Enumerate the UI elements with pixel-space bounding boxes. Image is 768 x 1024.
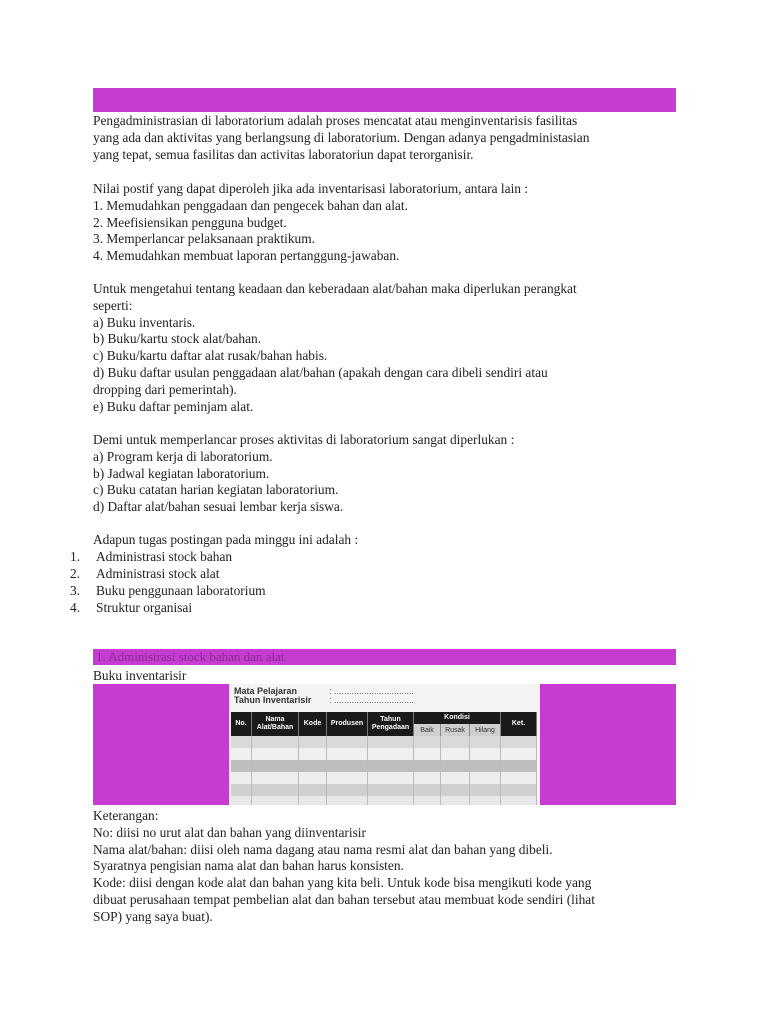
tools-item: b) Buku/kartu stock alat/bahan. — [93, 331, 262, 347]
keterangan-line: SOP) yang saya buat). — [93, 908, 213, 924]
table-row — [231, 748, 537, 760]
meta-year-dots: : ................................ — [329, 695, 415, 705]
keterangan-line: Syaratnya pengisian nama alat dan bahan harus konsisten. — [93, 858, 404, 874]
table-cell — [252, 760, 299, 772]
keterangan-line: No: diisi no urut alat dan bahan yang diinventarisir — [93, 824, 366, 840]
table-cell — [441, 772, 470, 784]
benefit-item: 1. Memudahkan penggadaan dan pengecek bahan dan alat. — [93, 197, 408, 213]
benefit-item: 4. Memudahkan membuat laporan pertanggung-jawaban. — [93, 248, 400, 264]
table-cell — [327, 796, 368, 805]
tools-item: a) Buku inventaris. — [93, 314, 196, 330]
table-cell — [470, 748, 501, 760]
sub-hilang: Hilang — [470, 724, 501, 736]
table-cell — [368, 760, 414, 772]
tools-block — [93, 281, 676, 415]
table-cell — [414, 736, 441, 748]
task-number: 2. — [70, 566, 81, 581]
meta-subject-dots: : ................................ — [329, 686, 415, 696]
table-cell — [470, 772, 501, 784]
left-image-block — [93, 684, 229, 805]
col-produsen: Produsen — [327, 712, 368, 736]
meta-subject-label: Mata Pelajaran — [234, 686, 298, 696]
tools-item: e) Buku daftar peminjam alat. — [93, 398, 254, 414]
col-tahun: Tahun Pengadaan — [368, 712, 414, 736]
meta-year-label: Tahun Inventarisir — [234, 695, 312, 705]
benefits-lead: Nilai postif yang dapat diperoleh jika ada inventarisasi laboratorium, antara lain : — [93, 181, 529, 196]
tools-item: dropping dari pemerintah). — [93, 381, 237, 397]
right-image-block — [540, 684, 676, 805]
intro-line: yang tepat, semua fasilitas dan activitas laboratoriun dapat terorganisir. — [93, 146, 474, 162]
table-cell — [327, 748, 368, 760]
keterangan-block — [93, 808, 676, 926]
table-cell — [231, 736, 252, 748]
table-cell — [299, 772, 327, 784]
table-cell — [501, 748, 537, 760]
task-number: 4. — [70, 600, 81, 615]
table-cell — [501, 784, 537, 796]
table-cell — [414, 796, 441, 805]
sub-baik: Baik — [414, 724, 441, 736]
keterangan-line: Kode: diisi dengan kode alat dan bahan yang kita beli. Untuk kode bisa mengikuti kode yang — [93, 875, 592, 891]
needs-item: d) Daftar alat/bahan sesuai lembar kerja siswa. — [93, 499, 344, 515]
table-cell — [368, 784, 414, 796]
table-cell — [252, 748, 299, 760]
table-row — [231, 796, 537, 805]
table-cell — [252, 736, 299, 748]
intro-paragraph — [93, 113, 676, 163]
col-kondisi: Kondisi — [414, 712, 501, 724]
sub-rusak: Rusak — [441, 724, 470, 736]
table-cell — [231, 772, 252, 784]
table-cell — [252, 784, 299, 796]
table-row — [231, 736, 537, 748]
table-cell — [441, 784, 470, 796]
table-cell — [501, 736, 537, 748]
keterangan-line: dibuat perusahaan tempat pembelian alat dan bahan tersebut atau membuat kode sendiri (lihat — [93, 891, 595, 907]
table-cell — [327, 760, 368, 772]
tools-lead: Untuk mengetahui tentang keadaan dan keberadaan alat/bahan maka diperlukan perangkat — [93, 281, 577, 296]
table-row — [231, 784, 537, 796]
intro-line: yang ada dan aktivitas yang berlangsung di laboratorium. Dengan adanya pengadministasian — [93, 129, 590, 145]
table-cell — [441, 748, 470, 760]
table-cell — [414, 748, 441, 760]
task-number: 1. — [70, 549, 81, 564]
table-cell — [299, 736, 327, 748]
table-cell — [441, 736, 470, 748]
table-cell — [368, 748, 414, 760]
table-cell — [501, 760, 537, 772]
benefits-block — [93, 181, 676, 265]
needs-item: b) Jadwal kegiatan laboratorium. — [93, 465, 270, 481]
benefit-item: 2. Meefisiensikan pengguna budget. — [93, 214, 287, 230]
section-subtitle: Buku inventarisir — [93, 668, 187, 683]
intro-line: Pengadministrasian di laboratorium adalah proses mencatat atau menginventarisis fasilitas — [93, 113, 578, 128]
table-cell — [441, 796, 470, 805]
table-header — [231, 712, 501, 736]
table-cell — [327, 784, 368, 796]
tasks-lead: Adapun tugas postingan pada minggu ini adalah : — [93, 532, 359, 547]
table-cell — [368, 736, 414, 748]
col-kode: Kode — [299, 712, 327, 736]
table-cell — [501, 772, 537, 784]
keterangan-title: Keterangan: — [93, 808, 159, 823]
table-cell — [470, 736, 501, 748]
task-text: Administrasi stock alat — [96, 566, 220, 581]
benefit-item: 3. Memperlancar pelaksanaan praktikum. — [93, 231, 315, 247]
table-cell — [327, 736, 368, 748]
table-cell — [299, 748, 327, 760]
table-cell — [299, 760, 327, 772]
table-cell — [252, 796, 299, 805]
table-cell — [470, 784, 501, 796]
task-text: Struktur organisai — [96, 600, 193, 615]
table-cell — [231, 796, 252, 805]
table-cell — [470, 760, 501, 772]
section-title: 1. Administrasi stock bahan dan alat — [96, 649, 285, 664]
col-nama: Nama Alat/Bahan — [252, 712, 299, 736]
table-cell — [414, 772, 441, 784]
heading-bar — [93, 88, 676, 112]
table-cell — [368, 772, 414, 784]
col-no: No. — [231, 712, 252, 736]
tools-item: c) Buku/kartu daftar alat rusak/bahan habis. — [93, 348, 328, 364]
needs-item: a) Program kerja di laboratorium. — [93, 448, 273, 464]
keterangan-line: Nama alat/bahan: diisi oleh nama dagang atau nama resmi alat dan bahan yang dibeli. — [93, 841, 553, 857]
tools-lead-cont: seperti: — [93, 297, 133, 313]
needs-lead: Demi untuk memperlancar proses aktivitas di laboratorium sangat diperlukan : — [93, 432, 515, 447]
task-number: 3. — [70, 583, 81, 598]
table-cell — [299, 784, 327, 796]
table-cell — [299, 796, 327, 805]
tools-item: d) Buku daftar usulan penggadaan alat/bahan (apakah dengan cara dibeli sendiri atau — [93, 364, 548, 380]
needs-item: c) Buku catatan harian kegiatan laboratorium. — [93, 482, 339, 498]
task-text: Administrasi stock bahan — [96, 549, 233, 564]
table-cell — [414, 760, 441, 772]
table-cell — [501, 796, 537, 805]
table-cell — [231, 748, 252, 760]
table-row — [231, 772, 537, 784]
col-ket: Ket. — [501, 712, 537, 736]
task-text: Buku penggunaan laboratorium — [96, 583, 266, 598]
table-cell — [231, 784, 252, 796]
table-row — [231, 760, 537, 772]
table-cell — [441, 760, 470, 772]
table-cell — [414, 784, 441, 796]
inventory-form-image — [229, 684, 540, 805]
table-cell — [252, 772, 299, 784]
table-cell — [231, 760, 252, 772]
table-cell — [327, 772, 368, 784]
table-cell — [368, 796, 414, 805]
needs-block — [93, 432, 676, 516]
table-cell — [470, 796, 501, 805]
